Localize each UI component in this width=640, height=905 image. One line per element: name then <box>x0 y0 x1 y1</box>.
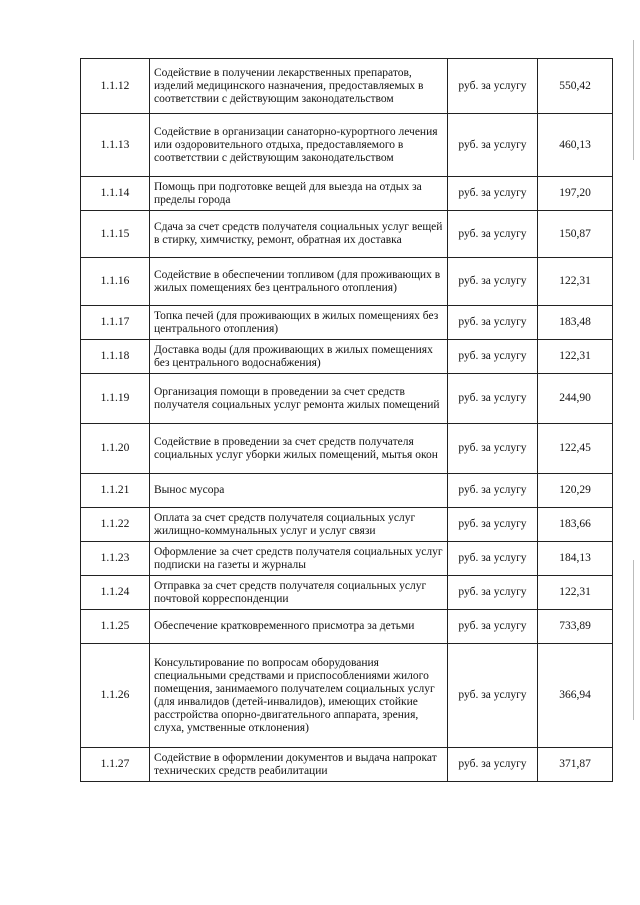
unit-cell: руб. за услугу <box>448 474 538 508</box>
price-cell: 120,29 <box>538 474 613 508</box>
service-name: Содействие в оформлении документов и выдача напрокат технических средств реабилитации <box>150 748 448 782</box>
row-number: 1.1.21 <box>81 474 150 508</box>
price-cell: 183,66 <box>538 508 613 542</box>
row-number: 1.1.14 <box>81 177 150 211</box>
price-cell: 122,31 <box>538 258 613 306</box>
unit-cell: руб. за услугу <box>448 424 538 474</box>
unit-cell: руб. за услугу <box>448 177 538 211</box>
unit-cell: руб. за услугу <box>448 59 538 114</box>
price-cell: 184,13 <box>538 542 613 576</box>
price-cell: 122,31 <box>538 576 613 610</box>
price-cell: 366,94 <box>538 644 613 748</box>
price-cell: 371,87 <box>538 748 613 782</box>
unit-cell: руб. за услугу <box>448 306 538 340</box>
row-number: 1.1.16 <box>81 258 150 306</box>
table-row <box>81 576 613 610</box>
row-number: 1.1.27 <box>81 748 150 782</box>
table-row <box>81 542 613 576</box>
row-number: 1.1.22 <box>81 508 150 542</box>
price-cell: 183,48 <box>538 306 613 340</box>
row-number: 1.1.25 <box>81 610 150 644</box>
unit-cell: руб. за услугу <box>448 542 538 576</box>
row-number: 1.1.20 <box>81 424 150 474</box>
service-name: Содействие в получении лекарственных препаратов, изделий медицинского назначения, предоставляемых в соответствии с действующим законодательством <box>150 59 448 114</box>
row-number: 1.1.26 <box>81 644 150 748</box>
table-row <box>81 374 613 424</box>
service-name: Оформление за счет средств получателя социальных услуг подписки на газеты и журналы <box>150 542 448 576</box>
unit-cell: руб. за услугу <box>448 576 538 610</box>
price-cell: 150,87 <box>538 211 613 258</box>
row-number: 1.1.19 <box>81 374 150 424</box>
table-row <box>81 424 613 474</box>
unit-cell: руб. за услугу <box>448 340 538 374</box>
row-number: 1.1.15 <box>81 211 150 258</box>
service-name: Помощь при подготовке вещей для выезда на отдых за пределы города <box>150 177 448 211</box>
service-name: Содействие в организации санаторно-курортного лечения или оздоровительного отдыха, предоставляемого в соответствии с действующим законодательством <box>150 114 448 177</box>
row-number: 1.1.17 <box>81 306 150 340</box>
table-row <box>81 177 613 211</box>
price-cell: 122,31 <box>538 340 613 374</box>
table-row <box>81 211 613 258</box>
service-name: Вынос мусора <box>150 474 448 508</box>
price-cell: 733,89 <box>538 610 613 644</box>
table-row <box>81 644 613 748</box>
scan-edge-mark <box>633 560 634 720</box>
unit-cell: руб. за услугу <box>448 211 538 258</box>
table-row <box>81 306 613 340</box>
service-name: Доставка воды (для проживающих в жилых помещениях без центрального водоснабжения) <box>150 340 448 374</box>
price-cell: 197,20 <box>538 177 613 211</box>
unit-cell: руб. за услугу <box>448 114 538 177</box>
table-row <box>81 59 613 114</box>
scan-edge-mark <box>633 40 634 160</box>
price-cell: 550,42 <box>538 59 613 114</box>
table-row <box>81 508 613 542</box>
table-row <box>81 340 613 374</box>
price-cell: 122,45 <box>538 424 613 474</box>
service-name: Содействие в проведении за счет средств получателя социальных услуг уборки жилых помещений, мытья окон <box>150 424 448 474</box>
unit-cell: руб. за услугу <box>448 508 538 542</box>
unit-cell: руб. за услугу <box>448 748 538 782</box>
unit-cell: руб. за услугу <box>448 374 538 424</box>
service-name: Топка печей (для проживающих в жилых помещениях без центрального отопления) <box>150 306 448 340</box>
row-number: 1.1.24 <box>81 576 150 610</box>
service-name: Консультирование по вопросам оборудования специальными средствами и приспособлениями жилого помещения, занимаемого получателем социальных услуг (для инвалидов (детей-инвалидов), имеющих стойкие расстройства опорно-двигательного аппарата, зрения, слуха, умственные отклонения) <box>150 644 448 748</box>
price-cell: 460,13 <box>538 114 613 177</box>
table-row <box>81 474 613 508</box>
service-name: Обеспечение кратковременного присмотра за детьми <box>150 610 448 644</box>
table-row <box>81 114 613 177</box>
row-number: 1.1.12 <box>81 59 150 114</box>
price-cell: 244,90 <box>538 374 613 424</box>
service-name: Отправка за счет средств получателя социальных услуг почтовой корреспонденции <box>150 576 448 610</box>
row-number: 1.1.23 <box>81 542 150 576</box>
service-name: Содействие в обеспечении топливом (для проживающих в жилых помещениях без центрального отопления) <box>150 258 448 306</box>
table-row <box>81 610 613 644</box>
service-name: Сдача за счет средств получателя социальных услуг вещей в стирку, химчистку, ремонт, обратная их доставка <box>150 211 448 258</box>
service-name: Организация помощи в проведении за счет средств получателя социальных услуг ремонта жилых помещений <box>150 374 448 424</box>
row-number: 1.1.13 <box>81 114 150 177</box>
table-row <box>81 748 613 782</box>
unit-cell: руб. за услугу <box>448 258 538 306</box>
services-tariff-table <box>80 58 613 782</box>
unit-cell: руб. за услугу <box>448 610 538 644</box>
unit-cell: руб. за услугу <box>448 644 538 748</box>
row-number: 1.1.18 <box>81 340 150 374</box>
table-row <box>81 258 613 306</box>
service-name: Оплата за счет средств получателя социальных услуг жилищно-коммунальных услуг и услуг связи <box>150 508 448 542</box>
